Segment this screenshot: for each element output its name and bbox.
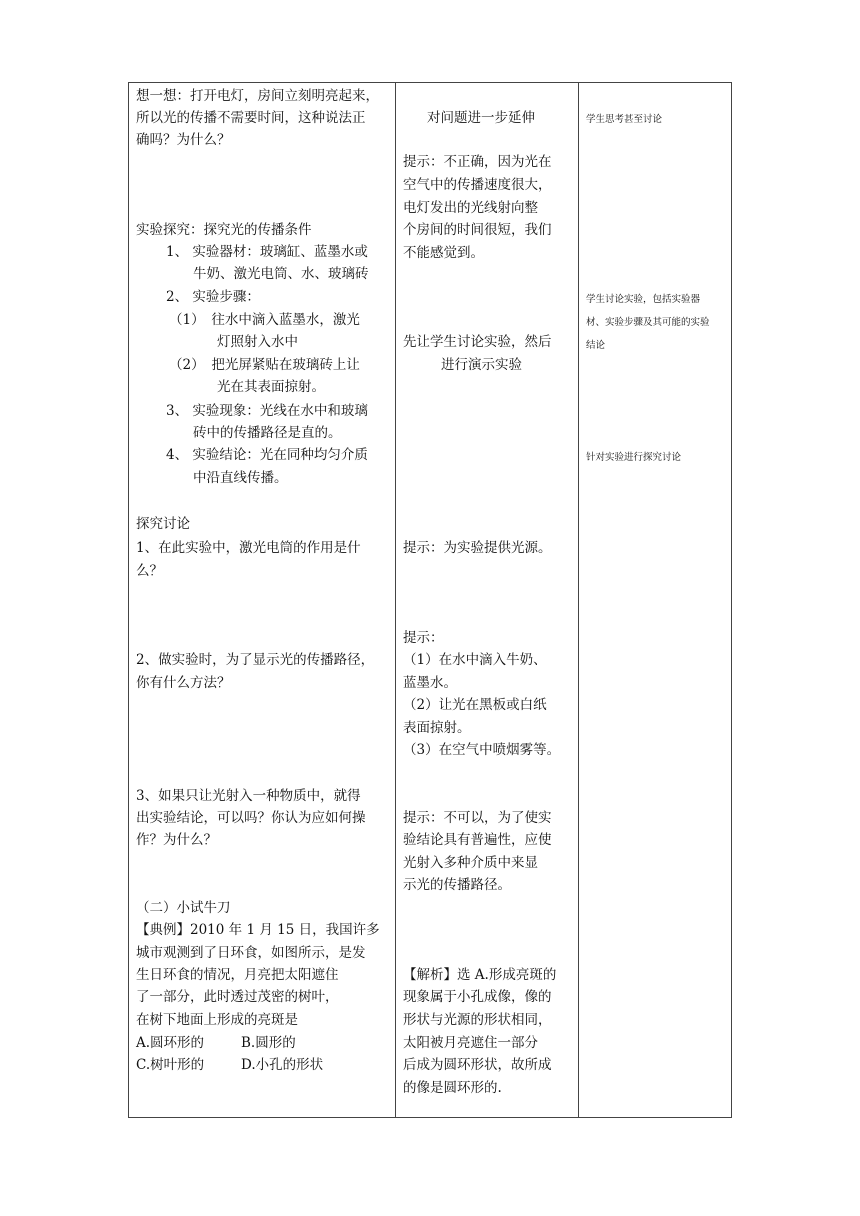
hint-text: 光射入多种介质中来显 (403, 855, 538, 871)
design-note: 学生思考甚至讨论 (586, 114, 663, 125)
design-note: 针对实验进行探究讨论 (586, 452, 682, 463)
hint-text: 提示：不正确，因为光在 (403, 154, 552, 170)
experiment-step: 3、 实验现象：光线在水中和玻璃 (166, 403, 368, 419)
discussion-question: 1、在此实验中，激光电筒的作用是什 (136, 540, 361, 556)
example-text: 城市观测到了日环食，如图所示，是发 (136, 945, 366, 961)
experiment-step: 2、 实验步骤： (166, 289, 260, 305)
experiment-step: 中沿直线传播。 (193, 470, 288, 486)
think-question: 确吗？为什么？ (136, 132, 231, 148)
hint-text: 验结论具有普遍性，应使 (403, 832, 552, 848)
option-c: C.树叶形的 (136, 1057, 205, 1073)
experiment-substep: 光在其表面掠射。 (217, 379, 325, 395)
hint-text: 提示：为实验提供光源。 (403, 540, 552, 556)
option-d: D.小孔的形状 (241, 1057, 324, 1073)
discussion-question: 作？为什么？ (136, 832, 217, 848)
discussion-question: 2、做实验时，为了显示光的传播路径， (136, 652, 375, 668)
analysis-text: 后成为圆环形状，故所成 (403, 1057, 552, 1073)
design-note: 学生讨论实验，包括实验器 (586, 294, 701, 305)
hint-text: 不能感觉到。 (403, 245, 484, 261)
hint-text: 提示：不可以，为了使实 (403, 810, 552, 826)
hint-text: 提示： (403, 630, 444, 646)
analysis-text: 【解析】选 A.形成亮斑的 (403, 967, 557, 983)
design-note: 材、实验步骤及其可能的实验 (586, 317, 710, 328)
hint-text: 个房间的时间很短，我们 (403, 222, 552, 238)
discussion-question: 3、如果只让光射入一种物质中，就得 (136, 788, 361, 804)
analysis-text: 现象属于小孔成像，像的 (403, 989, 552, 1005)
discussion-title: 探究讨论 (136, 516, 190, 532)
example-text: 【典例】2010 年 1 月 15 日，我国许多 (136, 922, 380, 938)
example-text: 生日环食的情况，月亮把太阳遮住 (136, 967, 339, 983)
option-b: B.圆形的 (241, 1035, 296, 1051)
discussion-question: 你有什么方法？ (136, 675, 231, 691)
experiment-substep: （2） 把光屏紧贴在玻璃砖上让 (169, 357, 360, 373)
discussion-question: 出实验结论，可以吗？你认为应如何操 (136, 810, 366, 826)
demo-note: 先让学生讨论实验，然后 (403, 334, 552, 350)
design-note: 结论 (586, 340, 606, 351)
hint-text: 示光的传播路径。 (403, 877, 511, 893)
column-divider (395, 83, 396, 1117)
hint-text: 空气中的传播速度很大， (403, 177, 552, 193)
discussion-question: 么？ (136, 563, 163, 579)
hint-text: 电灯发出的光线射向整 (403, 200, 538, 216)
experiment-substep: （1） 往水中滴入蓝墨水，激光 (169, 312, 360, 328)
hint-text: （1）在水中滴入牛奶、 (403, 652, 547, 668)
extend-note: 对问题进一步延伸 (427, 110, 535, 126)
hint-text: （3）在空气中喷烟雾等。 (403, 742, 561, 758)
analysis-text: 的像是圆环形的. (403, 1080, 502, 1096)
practice-title: （二）小试牛刀 (136, 900, 231, 916)
analysis-text: 形状与光源的形状相同， (403, 1012, 552, 1028)
demo-note: 进行演示实验 (441, 357, 522, 373)
option-a: A.圆环形的 (136, 1035, 205, 1051)
experiment-step: 1、 实验器材：玻璃缸、蓝墨水或 (166, 244, 368, 260)
experiment-substep: 灯照射入水中 (217, 334, 298, 350)
think-question: 想一想：打开电灯，房间立刻明亮起来， (136, 88, 379, 104)
hint-text: （2）让光在黑板或白纸 (403, 697, 547, 713)
example-text: 了一部分，此时透过茂密的树叶， (136, 989, 339, 1005)
think-question: 所以光的传播不需要时间，这种说法正 (136, 110, 366, 126)
example-text: 在树下地面上形成的亮斑是 (136, 1012, 298, 1028)
experiment-step: 牛奶、激光电筒、水、玻璃砖 (193, 266, 369, 282)
experiment-title: 实验探究：探究光的传播条件 (136, 222, 312, 238)
analysis-text: 太阳被月亮遮住一部分 (403, 1035, 538, 1051)
column-divider (578, 83, 579, 1117)
experiment-step: 4、 实验结论：光在同种均匀介质 (166, 447, 368, 463)
hint-text: 蓝墨水。 (403, 675, 457, 691)
hint-text: 表面掠射。 (403, 720, 471, 736)
experiment-step: 砖中的传播路径是直的。 (193, 425, 342, 441)
